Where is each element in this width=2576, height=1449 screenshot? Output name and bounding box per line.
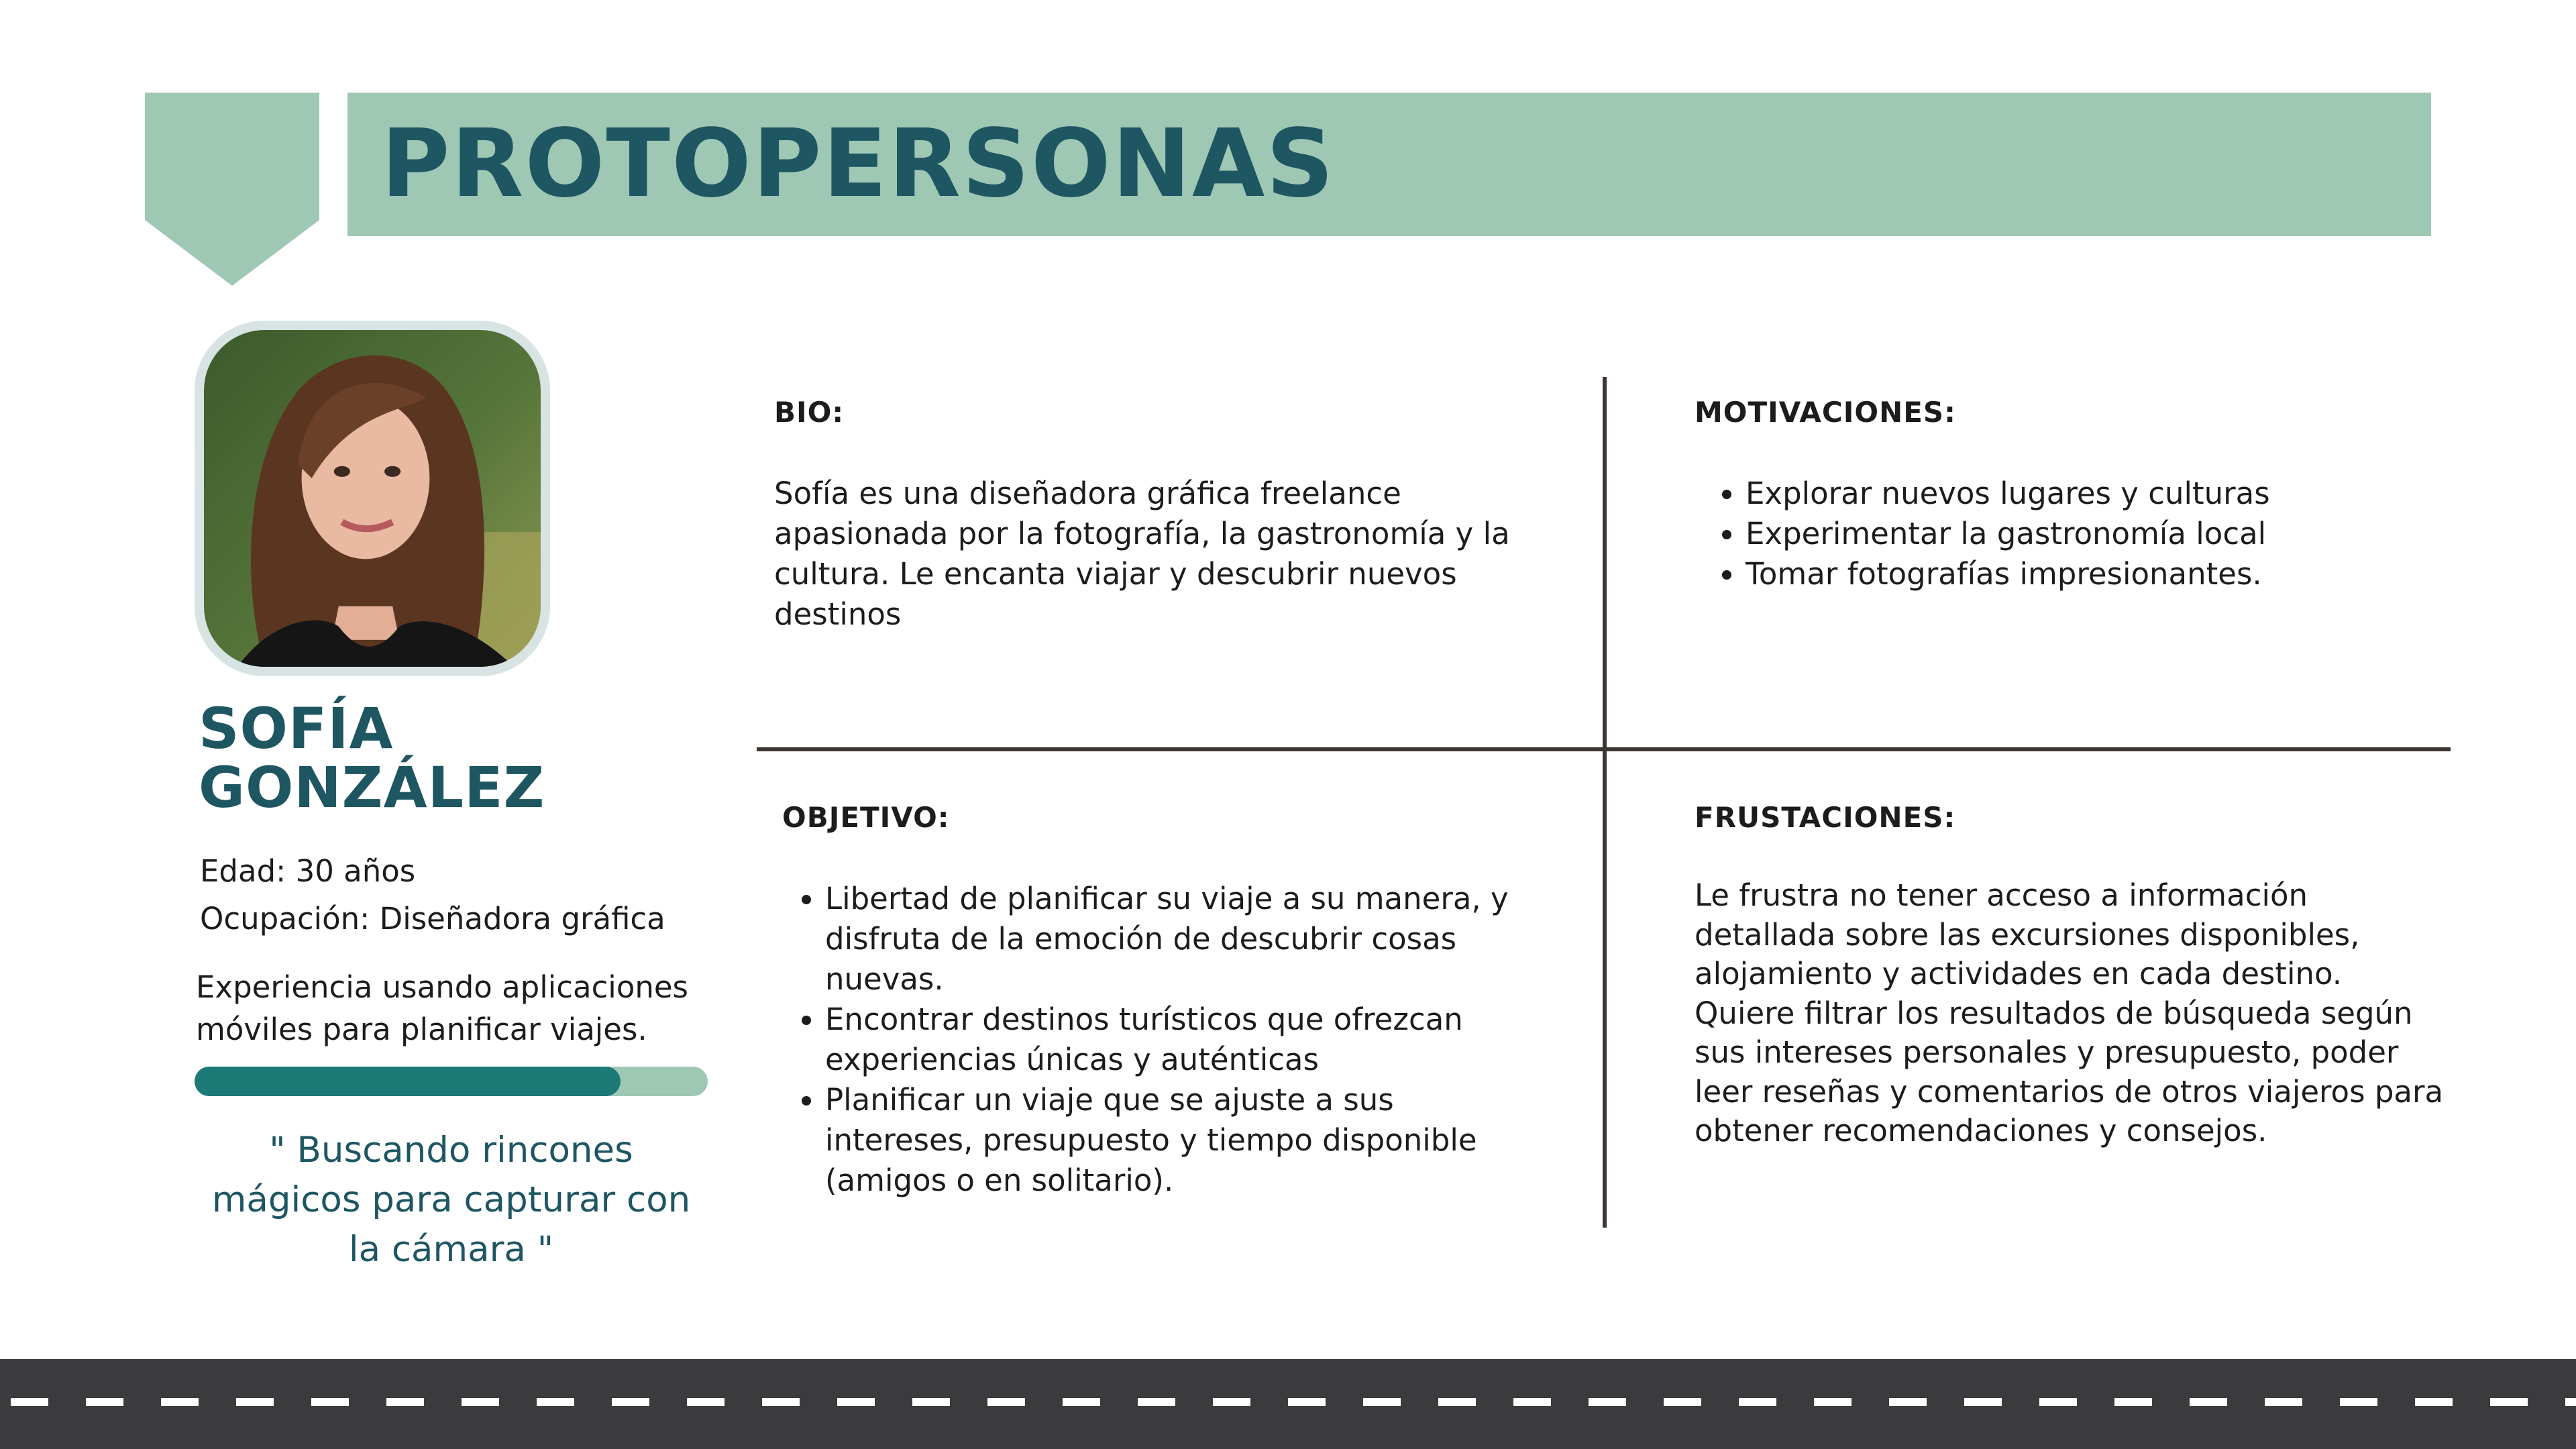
road-dash [161,1398,199,1406]
frustrations-text: Le frustra no tener acceso a información detallada sobre las excursiones disponibles, alojamiento y actividades en cada destino. Quiere filtrar los resultados de búsqueda según sus intereses personales y presupuesto, poder leer reseñas y comentarios de otros viajeros para obtener recomendaciones y consejos. [1695,877,2444,1148]
road-dash [1513,1398,1551,1406]
persona-first-name: SOFÍA [199,696,394,761]
persona-occupation: Ocupación: Diseñadora gráfica [200,901,665,936]
road-footer [0,1359,2576,1449]
road-dash [1589,1398,1626,1406]
road-dash [537,1398,574,1406]
road-dash [1964,1398,2002,1406]
horizontal-divider [757,747,2451,751]
road-dash [762,1398,800,1406]
objective-heading: OBJETIVO: [782,801,950,834]
objective-list [774,879,1546,1201]
experience-progress-bar [195,1067,708,1096]
list-item: • Explorar nuevos lugares y culturas [1746,474,2432,514]
list-item: • Tomar fotografías impresionantes. [1746,554,2432,594]
road-dash [2340,1398,2377,1406]
list-item: • Experimentar la gastronomía local [1746,514,2432,554]
road-dash [2190,1398,2227,1406]
avatar [195,321,550,676]
road-dash [86,1398,123,1406]
title-banner [347,93,2431,236]
road-dash [1288,1398,1326,1406]
road-dash [11,1398,48,1406]
road-dash [2114,1398,2152,1406]
road-dash [2039,1398,2077,1406]
ribbon-bookmark-icon [145,93,319,286]
road-strip-icon [0,1359,2576,1449]
road-dash [2265,1398,2302,1406]
road-dash [837,1398,875,1406]
road-dash [1063,1398,1100,1406]
persona-last-name: GONZÁLEZ [199,755,545,820]
road-dash [1739,1398,1776,1406]
road-dash [1363,1398,1401,1406]
road-dash [2415,1398,2453,1406]
road-dash [1138,1398,1175,1406]
road-dash [687,1398,724,1406]
bio-text: Sofía es una diseñadora gráfica freelance apasionada por la fotografía, la gastronomía y la cultura. Le encanta viajar y descubrir nuevos destinos [774,476,1510,632]
list-item: • Libertad de planificar su viaje a su manera, y disfruta de la emoción de descubrir cosas nuevas. [825,879,1546,1000]
road-dash [1438,1398,1476,1406]
list-item: • Encontrar destinos turísticos que ofrezcan experiencias únicas y auténticas [825,1000,1546,1080]
road-dash [2490,1398,2528,1406]
persona-age: Edad: 30 años [200,853,416,889]
road-dash [462,1398,499,1406]
list-item: • Planificar un viaje que se ajuste a sus intereses, presupuesto y tiempo disponible (amigos o en solitario). [825,1080,1546,1201]
road-dash [1814,1398,1851,1406]
road-dash [1889,1398,1927,1406]
road-dash [386,1398,424,1406]
road-dash [912,1398,950,1406]
road-dash [987,1398,1025,1406]
motivations-list [1695,474,2432,594]
road-dash [236,1398,274,1406]
experience-progress-fill [195,1067,621,1096]
persona-name [199,696,601,820]
experience-label: Experiencia usando aplicaciones móviles para planificar viajes. [196,969,688,1047]
motivations-heading: MOTIVACIONES: [1695,396,1956,429]
road-dash [1213,1398,1250,1406]
vertical-divider [1603,377,1607,1228]
page-title: PROTOPERSONAS [381,109,1336,219]
road-dash [311,1398,349,1406]
road-dash [1664,1398,1701,1406]
frustrations-heading: FRUSTACIONES: [1695,801,1956,834]
bio-heading: BIO: [774,396,845,429]
persona-photo [204,330,541,667]
road-dash [2565,1398,2576,1406]
persona-quote: " Buscando rincones mágicos para capturar con la cámara " [211,1130,691,1270]
road-dash [612,1398,649,1406]
